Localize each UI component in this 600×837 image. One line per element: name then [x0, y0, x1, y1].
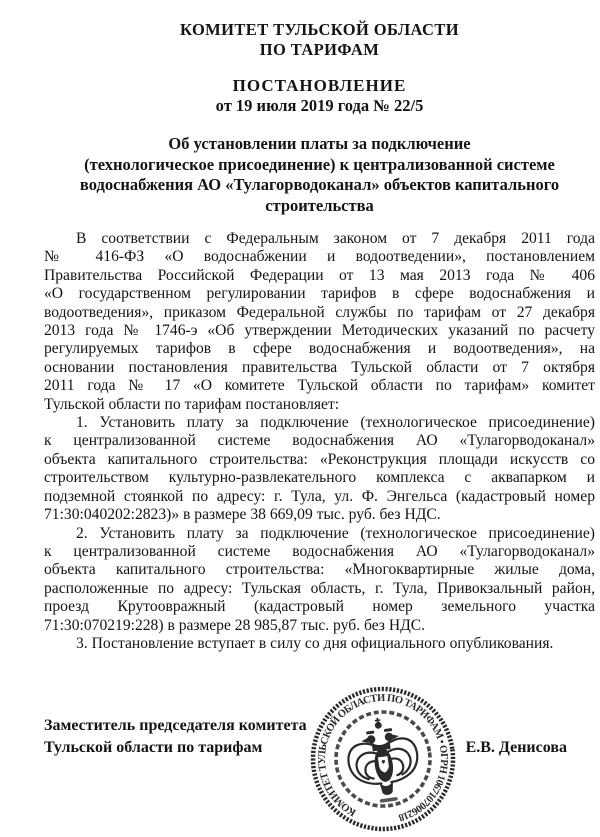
doc-type: ПОСТАНОВЛЕНИЕ [232, 76, 407, 95]
signature-position [44, 715, 307, 759]
text-line: проезд Крутоовражный (кадастровый номер земельного участка [44, 598, 595, 616]
text-line: водоотведения», приказом Федеральной службы по тарифам от 27 декабря [44, 303, 595, 321]
paragraph-item-1 [44, 414, 595, 524]
text-line: «О государственном регулировании тарифов в сфере водоснабжения и [44, 285, 595, 303]
text-line: подземной стоянкой по адресу: г. Тула, ул. Ф. Энгельса (кадастровый номер [44, 487, 595, 505]
text-line: к централизованной системе водоснабжения АО «Тулагорводоканал» [44, 542, 595, 560]
org-name-line1: КОМИТЕТ ТУЛЬСКОЙ ОБЛАСТИ [179, 20, 459, 39]
paragraph-item-2 [44, 525, 595, 635]
text-line: Тульской области по тарифам постановляет: [44, 395, 340, 413]
signature-position-line2: Тульской области по тарифам [44, 739, 263, 757]
text-line: № 416-ФЗ «О водоснабжении и водоотведении», постановлением [44, 248, 595, 266]
text-line: 71:30:040202:2823)» в размере 38 669,09 тыс. руб. без НДС. [44, 506, 441, 524]
text-line: (технологическое присоединение) к централизованной системе [84, 154, 555, 174]
text-line: регулируемых тарифов в сфере водоснабжения и водоотведения», на [44, 340, 595, 358]
text-line: 3. Постановление вступает в силу со дня официального опубликования. [76, 634, 554, 652]
org-name [44, 20, 595, 60]
text-line: водоснабжения АО «Тулагорводоканал» объектов капитального [79, 175, 560, 194]
paragraph-item-3 [44, 635, 595, 653]
doc-head [44, 76, 595, 116]
text-line: 2011 года № 17 «О комитете Тульской области по тарифам» комитет [44, 377, 595, 395]
text-line: расположенные по адресу: Тульская область, г. Тула, Привокзальный район, [44, 579, 595, 597]
text-line: объекта капитального строительства: «Реконструкция площади искусств со [44, 450, 595, 468]
signature-name: Е.В. Денисова [465, 739, 567, 757]
text-line: 1. Установить плату за подключение (технологическое присоединение) [76, 414, 595, 432]
text-line: строительства [265, 195, 374, 215]
text-line: к централизованной системе водоснабжения АО «Тулагорводоканал» [44, 432, 595, 450]
doc-date-number: от 19 июля 2019 года № 22/5 [215, 96, 424, 115]
seal-ring-text: КОМИТЕТ ТУЛЬСКОЙ ОБЛАСТИ ПО ТАРИФАМ • ОГРН 1067107006218 [316, 692, 450, 823]
text-line: Об установлении платы за подключение [168, 134, 471, 153]
doc-body [44, 230, 595, 653]
signature-position-line1: Заместитель председателя комитета [44, 717, 307, 735]
paragraph-preamble [44, 230, 595, 414]
text-line: 71:30:070219:228) в размере 28 985,87 тыс. руб. без НДС. [44, 616, 426, 634]
text-line: основании постановления правительства Тульской области от 7 октября [44, 358, 595, 376]
org-name-line2: ПО ТАРИФАМ [259, 40, 380, 59]
doc-title [44, 134, 595, 216]
text-line: В соответствии с Федеральным законом от 7 декабря 2011 года [76, 230, 595, 247]
text-line: Правительства Российской Федерации от 13 мая 2013 года № 406 [44, 266, 595, 284]
text-line: 2. Установить плату за подключение (технологическое присоединение) [76, 524, 595, 542]
text-line: объекта капитального строительства: «Многоквартирные жилые дома, [44, 561, 595, 579]
text-line: строительством культурно-развлекательного комплекса с аквапарком и [44, 469, 595, 487]
signature-block [44, 715, 595, 759]
text-line: 2013 года № 1746-э «Об утверждении Методических указаний по расчету [44, 322, 595, 340]
